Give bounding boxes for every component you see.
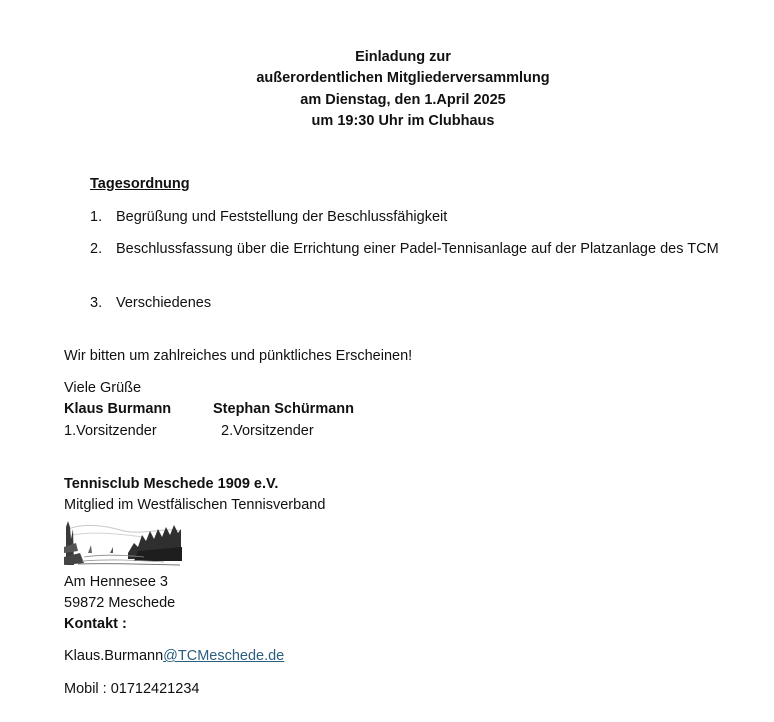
agenda-item — [90, 207, 730, 228]
signatory-role-1: 1.Vorsitzender — [64, 423, 157, 439]
contact-email-user: Klaus.Burmann — [64, 648, 164, 664]
agenda-item-number: 2. — [90, 241, 103, 257]
agenda-item — [90, 293, 730, 314]
signatory-name-1: Klaus Burmann — [64, 401, 172, 417]
signatory-role-2: 2.Vorsitzender — [221, 423, 314, 439]
signatory-name-2: Stephan Schürmann — [213, 401, 354, 417]
club-street: Am Hennesee 3 — [64, 574, 168, 590]
invitation-title — [0, 47, 774, 132]
attendance-request: Wir bitten um zahlreiches und pünktliches Erscheinen! — [64, 348, 413, 364]
agenda-item-text: Verschiedenes — [116, 295, 212, 311]
agenda-item-text: Beschlussfassung über die Errichtung einer Padel-Tennisanlage auf der Platzanlage des TCM — [116, 241, 719, 257]
agenda-item-text: Begrüßung und Feststellung der Beschlussfähigkeit — [116, 209, 448, 225]
club-membership: Mitglied im Westfälischen Tennisverband — [64, 497, 326, 513]
title-line-2: außerordentlichen Mitgliederversammlung — [256, 70, 550, 87]
agenda-item — [90, 239, 730, 260]
club-logo-lake-illustration-icon — [64, 517, 182, 567]
contact-email — [64, 646, 284, 667]
agenda-heading: Tagesordnung — [90, 176, 190, 192]
contact-email-link[interactable]: @TCMeschede.de — [163, 648, 285, 664]
greeting: Viele Grüße — [64, 380, 142, 396]
title-line-3: am Dienstag, den 1.April 2025 — [300, 91, 506, 108]
title-line-1: Einladung zur — [355, 49, 451, 65]
contact-label: Kontakt : — [64, 616, 127, 632]
agenda-item-number: 1. — [90, 209, 103, 225]
club-name: Tennisclub Meschede 1909 e.V. — [64, 476, 279, 492]
contact-phone: Mobil : 01712421234 — [64, 681, 200, 697]
title-line-4: um 19:30 Uhr im Clubhaus — [311, 112, 495, 129]
agenda-item-number: 3. — [90, 295, 103, 311]
club-city: 59872 Meschede — [64, 595, 176, 611]
